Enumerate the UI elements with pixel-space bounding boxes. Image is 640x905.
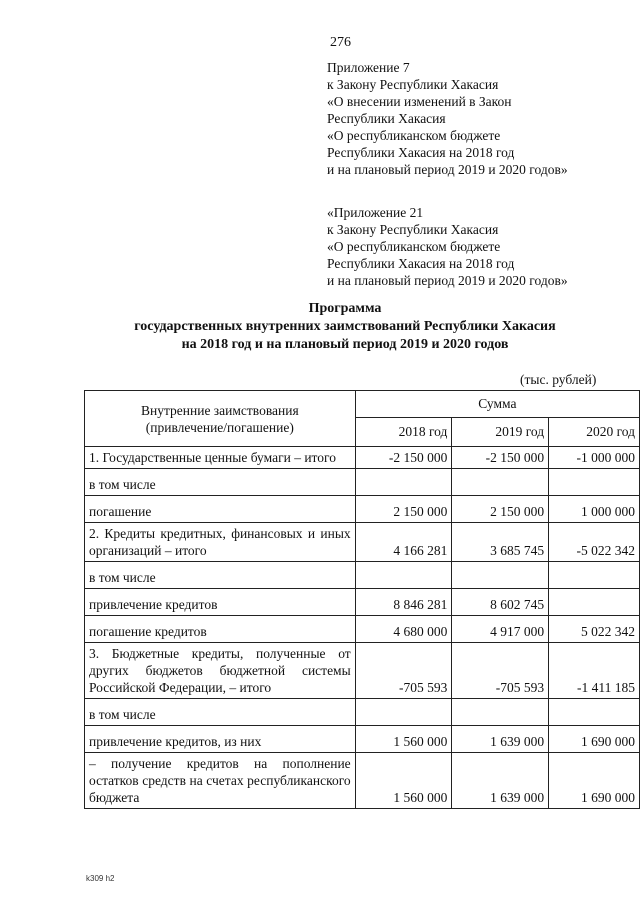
- table-row: [85, 469, 640, 496]
- header-borrowings: [85, 391, 356, 447]
- value-2020: [549, 469, 640, 496]
- value-2018: [355, 562, 452, 589]
- value-2020: 1 690 000: [549, 726, 640, 753]
- value-2018: 4 680 000: [355, 616, 452, 643]
- table-header-row: [85, 391, 640, 418]
- appendix-line: «О республиканском бюджете: [327, 239, 501, 254]
- row-name: погашение кредитов: [85, 616, 356, 643]
- row-name: в том числе: [85, 469, 356, 496]
- document-title: [0, 300, 640, 354]
- value-2020: -1 000 000: [549, 447, 640, 469]
- value-2018: [355, 469, 452, 496]
- header-borrowings-line: (привлечение/погашение): [145, 419, 294, 435]
- table-row: [85, 699, 640, 726]
- footer-code: k309 h2: [86, 874, 115, 883]
- appendix-line: Республики Хакасия: [327, 111, 446, 126]
- value-2020: 1 690 000: [549, 753, 640, 809]
- value-2020: 1 000 000: [549, 496, 640, 523]
- value-2019: [452, 699, 549, 726]
- appendix-line: и на плановый период 2019 и 2020 годов»: [327, 273, 568, 288]
- header-year-2020: 2020 год: [549, 418, 640, 447]
- appendix-line: Приложение 7: [327, 60, 410, 75]
- table-row: [85, 753, 640, 809]
- value-2019: 1 639 000: [452, 753, 549, 809]
- value-2020: 5 022 342: [549, 616, 640, 643]
- table-row: [85, 616, 640, 643]
- table-row: [85, 523, 640, 562]
- row-name: 2. Кредиты кредитных, финансовых и иных организаций – итого: [85, 523, 356, 562]
- table-row: [85, 726, 640, 753]
- header-year-2018: 2018 год: [355, 418, 452, 447]
- value-2018: 2 150 000: [355, 496, 452, 523]
- value-2019: 4 917 000: [452, 616, 549, 643]
- title-line: государственных внутренних заимствований Республики Хакасия: [134, 319, 556, 334]
- table-row: [85, 643, 640, 699]
- appendix-line: «Приложение 21: [327, 205, 424, 220]
- value-2019: 8 602 745: [452, 589, 549, 616]
- header-year-2019: 2019 год: [452, 418, 549, 447]
- value-2018: 1 560 000: [355, 726, 452, 753]
- appendix-line: «О внесении изменений в Закон: [327, 94, 512, 109]
- value-2019: 2 150 000: [452, 496, 549, 523]
- table-row: [85, 562, 640, 589]
- value-2018: [355, 699, 452, 726]
- value-2018: 8 846 281: [355, 589, 452, 616]
- row-name: погашение: [85, 496, 356, 523]
- value-2018: 4 166 281: [355, 523, 452, 562]
- value-2019: 3 685 745: [452, 523, 549, 562]
- table-row: [85, 447, 640, 469]
- appendix-line: Республики Хакасия на 2018 год: [327, 145, 515, 160]
- value-2019: -2 150 000: [452, 447, 549, 469]
- row-name: 1. Государственные ценные бумаги – итого: [85, 447, 356, 469]
- title-line: Программа: [308, 301, 382, 316]
- appendix-line: к Закону Республики Хакасия: [327, 222, 499, 237]
- table-row: [85, 496, 640, 523]
- appendix-line: и на плановый период 2019 и 2020 годов»: [327, 162, 568, 177]
- value-2020: [549, 562, 640, 589]
- row-name: – получение кредитов на пополнение остатков средств на счетах республиканского бюджета: [85, 753, 356, 809]
- unit-note: (тыс. рублей): [520, 372, 597, 387]
- value-2020: -1 411 185: [549, 643, 640, 699]
- value-2018: -705 593: [355, 643, 452, 699]
- value-2019: 1 639 000: [452, 726, 549, 753]
- appendix-reference-amendment: [327, 59, 627, 178]
- value-2020: [549, 699, 640, 726]
- value-2019: -705 593: [452, 643, 549, 699]
- appendix-line: «О республиканском бюджете: [327, 128, 501, 143]
- title-line: на 2018 год и на плановый период 2019 и 2020 годов: [181, 337, 509, 352]
- appendix-line: к Закону Республики Хакасия: [327, 77, 499, 92]
- header-borrowings-line: Внутренние заимствования: [140, 402, 299, 418]
- value-2020: [549, 589, 640, 616]
- value-2019: [452, 469, 549, 496]
- appendix-reference-original: [327, 204, 627, 289]
- value-2018: -2 150 000: [355, 447, 452, 469]
- page-number: 276: [330, 35, 351, 50]
- appendix-line: Республики Хакасия на 2018 год: [327, 256, 515, 271]
- row-name: привлечение кредитов: [85, 589, 356, 616]
- value-2020: -5 022 342: [549, 523, 640, 562]
- row-name: в том числе: [85, 699, 356, 726]
- row-name: в том числе: [85, 562, 356, 589]
- value-2019: [452, 562, 549, 589]
- value-2018: 1 560 000: [355, 753, 452, 809]
- header-sum: Сумма: [355, 391, 639, 418]
- row-name: 3. Бюджетные кредиты, полученные от других бюджетов бюджетной системы Российской Федерации, – итого: [85, 643, 356, 699]
- table-row: [85, 589, 640, 616]
- borrowing-program-table: [84, 390, 640, 809]
- row-name: привлечение кредитов, из них: [85, 726, 356, 753]
